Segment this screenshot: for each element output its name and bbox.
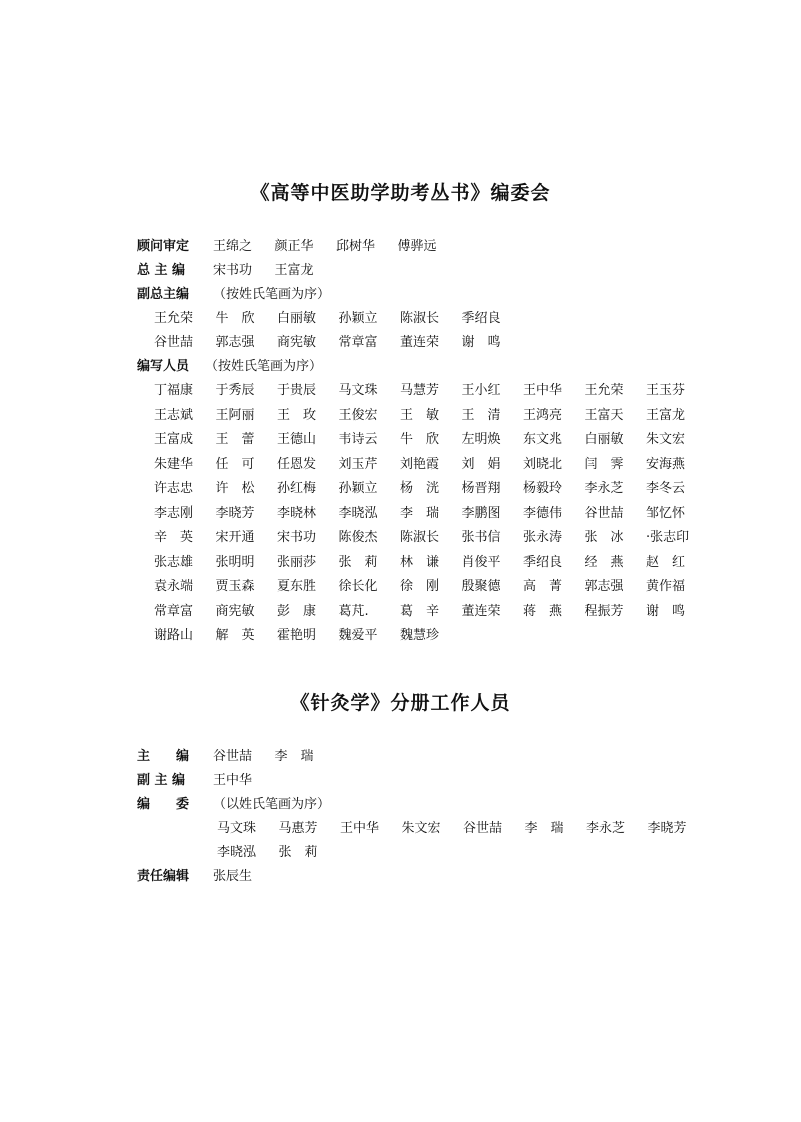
writer-name: 孙颖立 — [338, 481, 378, 496]
writer-name: 朱建华 — [154, 456, 194, 472]
deputy-chief-names-row — [154, 310, 523, 328]
writer-name: 郭志强 — [584, 579, 624, 594]
writers-names-row — [154, 627, 462, 645]
volume-chief-label: 主 编 — [137, 749, 190, 764]
writer-name: 葛 辛 — [400, 603, 440, 619]
committee-title: 《高等中医助学助考丛书》编委会 — [250, 182, 551, 204]
writer-name: 李晓泓 — [338, 505, 378, 521]
writer-name: 谢 鸣 — [646, 603, 686, 619]
deputy-chief-name: 董连荣 — [400, 335, 440, 350]
writer-name: 李冬云 — [646, 481, 686, 496]
writer-name: 刘玉芹 — [338, 456, 378, 472]
writers-names-row — [154, 456, 708, 474]
writers-names-row — [154, 480, 708, 498]
writer-name: 彭 康 — [277, 603, 317, 619]
writer-name: 邹忆怀 — [646, 505, 686, 521]
writer-name: 袁永端 — [154, 579, 194, 594]
volume-board-name: 李 瑞 — [524, 821, 564, 836]
writers-names-row — [154, 431, 708, 449]
writer-name: 任 可 — [215, 456, 255, 472]
writer-name: 李永芝 — [584, 481, 624, 496]
writer-name: 王中华 — [523, 383, 563, 398]
writer-name: 贾玉森 — [215, 579, 255, 594]
deputy-chief-row — [137, 286, 330, 304]
deputy-chief-name: 常章富 — [338, 335, 378, 350]
writer-name: 解 英 — [215, 628, 255, 643]
writer-name: 王小红 — [461, 383, 501, 398]
volume-chief-name: 李 瑞 — [274, 749, 314, 764]
deputy-chief-name: 郭志强 — [215, 335, 255, 350]
writer-name: 张丽莎 — [277, 554, 317, 570]
writer-name: 刘艳霞 — [400, 456, 440, 472]
volume-board-name: 谷世喆 — [463, 821, 503, 836]
volume-board-name: 李晓泓 — [217, 845, 257, 860]
chief-editor-name: 王富龙 — [274, 263, 314, 278]
writers-row — [137, 358, 322, 376]
writer-name: 任恩发 — [277, 456, 317, 472]
writers-names-row — [154, 554, 708, 572]
volume-board-name: 王中华 — [340, 821, 380, 836]
writer-name: 程振芳 — [584, 603, 624, 619]
writer-name: 左明焕 — [461, 432, 501, 447]
writer-name: 张书信 — [461, 530, 501, 545]
writer-name: 王 清 — [461, 407, 501, 423]
writer-name: 于秀辰 — [215, 383, 255, 398]
volume-deputy-name: 王中华 — [213, 773, 253, 788]
writer-name: 徐长化 — [338, 579, 378, 594]
writer-name: 陈俊杰 — [338, 530, 378, 545]
writer-name: 魏慧珍 — [400, 628, 440, 643]
writer-name: 张明明 — [215, 554, 255, 570]
writer-name: 葛芃. — [338, 603, 369, 619]
writer-name: 蒋 燕 — [523, 603, 563, 619]
advisor-name: 颜正华 — [274, 239, 314, 254]
writer-name: 闫 霁 — [584, 456, 624, 472]
volume-board-name: 马惠芳 — [278, 821, 318, 836]
writer-name: 许志忠 — [154, 481, 194, 496]
chief-editor-name: 宋书功 — [213, 263, 253, 278]
deputy-chief-note: （按姓氏笔画为序） — [213, 287, 331, 302]
writers-names-row — [154, 505, 708, 523]
writer-name: 陈淑长 — [400, 530, 440, 545]
writer-name: 赵 红 — [646, 554, 686, 570]
writer-name: 王富龙 — [646, 407, 686, 423]
writer-name: 马文珠 — [338, 383, 378, 398]
writer-name: 李 瑞 — [400, 505, 440, 521]
writer-name: 宋开通 — [215, 530, 255, 545]
writer-name: 王俊宏 — [338, 407, 378, 423]
writer-name: 牛 欣 — [400, 432, 440, 447]
writer-name: 李晓芳 — [215, 505, 255, 521]
volume-board-names-row — [217, 844, 340, 862]
deputy-chief-name: 商宪敏 — [277, 335, 317, 350]
advisor-name: 王绵之 — [213, 239, 253, 254]
writer-name: 杨 洸 — [400, 481, 440, 496]
volume-board-name: 李永芝 — [586, 821, 626, 836]
volume-board-name: 朱文宏 — [401, 821, 441, 836]
writer-name: 黄作福 — [646, 579, 686, 594]
writers-label: 编写人员 — [137, 359, 190, 374]
writer-name: 王富天 — [584, 407, 624, 423]
writer-name: 王玉芬 — [646, 383, 686, 398]
writer-name: 霍艳明 — [277, 628, 317, 643]
writer-name: 王 蕾 — [215, 432, 255, 447]
writer-name: 李晓林 — [277, 505, 317, 521]
deputy-chief-name: 陈淑长 — [400, 311, 440, 326]
writer-name: ·张志印 — [646, 530, 690, 545]
writer-name: 王阿丽 — [215, 407, 255, 423]
writer-name: 辛 英 — [154, 530, 194, 545]
advisors-row — [137, 238, 459, 256]
writers-names-row — [154, 529, 708, 547]
volume-deputy-label: 副 主 编 — [137, 773, 186, 788]
writer-name: 魏爱平 — [338, 628, 378, 643]
writers-names-row — [154, 578, 708, 596]
volume-editor-row — [137, 868, 275, 886]
writers-names-row — [154, 603, 708, 621]
volume-chief-row — [137, 748, 336, 766]
volume-title: 《针灸学》分册工作人员 — [290, 692, 511, 714]
writer-name: 谷世喆 — [584, 505, 624, 521]
deputy-chief-name: 谷世喆 — [154, 335, 194, 350]
writer-name: 肖俊平 — [461, 554, 501, 570]
deputy-chief-name: 孙颖立 — [338, 311, 378, 326]
chief-editors-row — [137, 262, 336, 280]
writer-name: 王鸿亮 — [523, 407, 563, 423]
writer-name: 季绍良 — [523, 554, 563, 570]
volume-editor-name: 张辰生 — [213, 869, 253, 884]
writer-name: 高 菁 — [523, 579, 563, 594]
writer-name: 商宪敏 — [215, 603, 255, 619]
writer-name: 王允荣 — [584, 383, 624, 398]
writer-name: 孙红梅 — [277, 481, 317, 496]
writer-name: 张 莉 — [338, 554, 378, 570]
deputy-chief-names-row — [154, 334, 523, 352]
writer-name: 李德伟 — [523, 505, 563, 521]
writer-name: 经 燕 — [584, 554, 624, 570]
writer-name: 韦诗云 — [338, 432, 378, 447]
volume-deputy-row — [137, 772, 275, 790]
writer-name: 常章富 — [154, 603, 194, 619]
writer-name: 夏东胜 — [277, 579, 317, 594]
writer-name: 王德山 — [277, 432, 317, 447]
advisor-name: 傅骅远 — [397, 239, 437, 254]
writer-name: 殷聚德 — [461, 579, 501, 594]
writer-name: 许 松 — [215, 481, 255, 496]
writers-names-row — [154, 407, 708, 425]
volume-board-name: 李晓芳 — [647, 821, 687, 836]
deputy-chief-label: 副总主编 — [137, 287, 190, 302]
volume-board-note: （以姓氏笔画为序） — [213, 797, 331, 812]
writer-name: 徐 刚 — [400, 579, 440, 594]
writer-name: 朱文宏 — [646, 432, 686, 447]
volume-board-name: 张 莉 — [278, 845, 318, 860]
writer-name: 于贵辰 — [277, 383, 317, 398]
writer-name: 王志斌 — [154, 407, 194, 423]
writers-names-row — [154, 382, 708, 400]
writer-name: 白丽敏 — [584, 432, 624, 447]
writer-name: 林 谦 — [400, 554, 440, 570]
deputy-chief-name: 季绍良 — [461, 311, 501, 326]
writer-name: 杨晋翔 — [461, 481, 501, 496]
writer-name: 李志刚 — [154, 505, 194, 521]
writer-name: 宋书功 — [277, 530, 317, 545]
volume-board-name: 马文珠 — [217, 821, 257, 836]
writer-name: 马慧芳 — [400, 383, 440, 398]
writer-name: 董连荣 — [461, 603, 501, 619]
writer-name: 王富成 — [154, 432, 194, 447]
chief-editors-label: 总 主 编 — [137, 263, 186, 278]
writer-name: 安海燕 — [646, 456, 686, 472]
deputy-chief-name: 王允荣 — [154, 311, 194, 326]
deputy-chief-name: 牛 欣 — [215, 311, 255, 326]
writer-name: 谢路山 — [154, 628, 194, 643]
volume-board-row — [137, 796, 330, 814]
writer-name: 刘晓北 — [523, 456, 563, 472]
volume-board-label: 编 委 — [137, 797, 190, 812]
writers-note: （按姓氏笔画为序） — [205, 359, 323, 374]
volume-editor-label: 责任编辑 — [137, 869, 190, 884]
writer-name: 王 敏 — [400, 407, 440, 423]
writer-name: 王 玫 — [277, 407, 317, 423]
writer-name: 丁福康 — [154, 383, 194, 398]
writer-name: 刘 娟 — [461, 456, 501, 472]
writer-name: 东文兆 — [523, 432, 563, 447]
advisor-name: 邱树华 — [336, 239, 376, 254]
deputy-chief-name: 白丽敏 — [277, 311, 317, 326]
deputy-chief-name: 谢 鸣 — [461, 335, 501, 350]
writer-name: 张 冰 — [584, 530, 624, 545]
writer-name: 杨毅玲 — [523, 481, 563, 496]
writer-name: 张志雄 — [154, 554, 194, 570]
advisors-label: 顾问审定 — [137, 239, 190, 254]
writer-name: 李鹏图 — [461, 505, 501, 521]
writer-name: 张永涛 — [523, 530, 563, 545]
volume-board-names-row — [217, 820, 709, 838]
volume-chief-name: 谷世喆 — [213, 749, 253, 764]
